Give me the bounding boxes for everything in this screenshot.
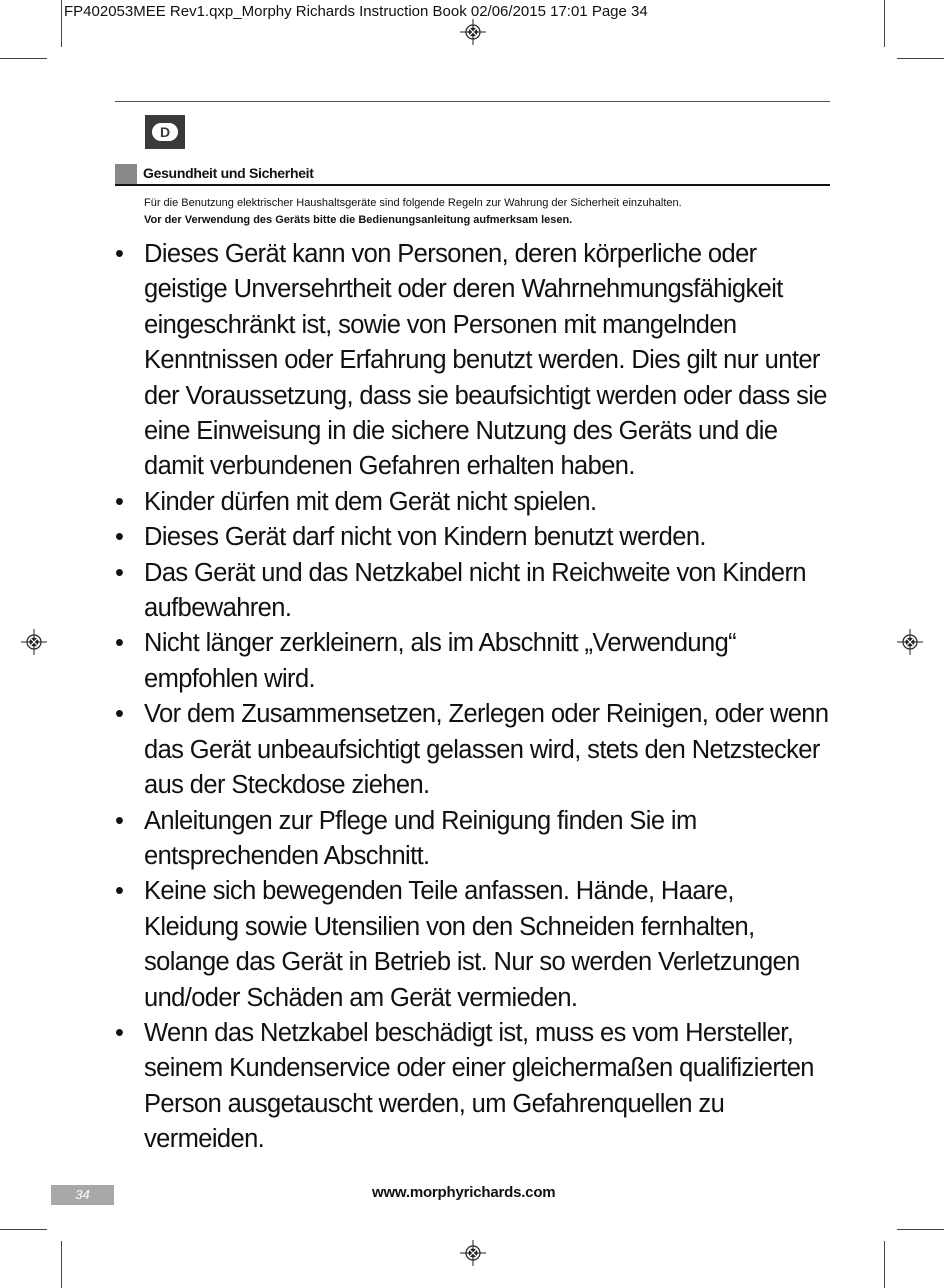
list-item bbox=[115, 237, 830, 485]
bullet: • bbox=[115, 629, 124, 658]
bullet: • bbox=[115, 806, 124, 835]
crop-mark-top-left-vertical bbox=[61, 0, 62, 47]
list-item-text: Dieses Gerät kann von Personen, deren körperliche oder geistige Unversehrtheit oder deren Wahrnehmungsfähigkeit eingeschränkt ist, sowie von Personen mit mangelnden Kenntnissen oder Erfahrung benutzt werden. Dies gilt nur unter der Voraussetzung, dass sie beaufsichtigt werden oder dass sie eine Einweisung in die sichere Nutzung des Geräts und die damit verbundenen Gefahren erhalten haben. bbox=[144, 240, 827, 481]
bullet: • bbox=[115, 877, 124, 906]
bullet: • bbox=[115, 1018, 124, 1047]
list-item-text: Kinder dürfen mit dem Gerät nicht spielen. bbox=[144, 487, 597, 516]
list-item bbox=[115, 485, 830, 520]
bullet: • bbox=[115, 558, 124, 587]
list-item-text: Anleitungen zur Pflege und Reinigung finden Sie im entsprechenden Abschnitt. bbox=[144, 806, 697, 870]
crop-mark-bottom-right-horizontal bbox=[897, 1229, 944, 1230]
list-item bbox=[115, 556, 830, 627]
file-slug: FP402053MEE Rev1.qxp_Morphy Richards Instruction Book 02/06/2015 17:01 Page 34 bbox=[64, 3, 648, 20]
list-item bbox=[115, 1016, 830, 1158]
intro-text bbox=[144, 195, 682, 229]
section-header-bar bbox=[115, 164, 137, 184]
bullet: • bbox=[115, 523, 124, 552]
registration-mark-left-icon bbox=[21, 629, 47, 655]
bullet: • bbox=[115, 240, 124, 268]
crop-mark-top-left-horizontal bbox=[0, 58, 47, 59]
crop-mark-bottom-left-vertical bbox=[61, 1241, 62, 1288]
section-underline bbox=[115, 184, 830, 186]
bullet: • bbox=[115, 700, 124, 729]
top-rule bbox=[115, 101, 830, 102]
list-item bbox=[115, 697, 830, 803]
list-item bbox=[115, 520, 830, 555]
bullet: • bbox=[115, 487, 124, 516]
language-badge bbox=[145, 115, 185, 149]
section-title: Gesundheit und Sicherheit bbox=[143, 165, 314, 181]
list-item-text: Das Gerät und das Netzkabel nicht in Reichweite von Kindern aufbewahren. bbox=[144, 558, 806, 623]
section-header bbox=[115, 164, 830, 186]
crop-mark-top-right-horizontal bbox=[897, 58, 944, 59]
registration-mark-right-icon bbox=[897, 629, 923, 655]
list-item bbox=[115, 804, 830, 875]
page-number: 34 bbox=[51, 1185, 114, 1205]
language-badge-label: D bbox=[152, 123, 178, 141]
list-item-text: Nicht länger zerkleinern, als im Abschnitt „Verwendung“ empfohlen wird. bbox=[144, 629, 737, 693]
intro-line-2: Vor der Verwendung des Geräts bitte die Bedienungsanleitung aufmerksam lesen. bbox=[144, 214, 573, 226]
registration-mark-top-icon bbox=[460, 19, 486, 45]
list-item-text: Wenn das Netzkabel beschädigt ist, muss es vom Hersteller, seinem Kundenservice oder einer gleichermaßen qualifizierten Person ausgetauscht werden, um Gefahrenquellen zu vermeiden. bbox=[144, 1018, 814, 1154]
intro-line-1: Für die Benutzung elektrischer Haushaltsgeräte sind folgende Regeln zur Wahrung der Sicherheit einzuhalten. bbox=[144, 197, 682, 209]
list-item bbox=[115, 626, 830, 697]
list-item-text: Dieses Gerät darf nicht von Kindern benutzt werden. bbox=[144, 523, 706, 552]
safety-list bbox=[115, 237, 830, 1158]
crop-mark-bottom-right-vertical bbox=[884, 1241, 885, 1288]
list-item-text: Vor dem Zusammensetzen, Zerlegen oder Reinigen, oder wenn das Gerät unbeaufsichtigt gelassen wird, stets den Netzstecker aus der Steckdose ziehen. bbox=[144, 700, 829, 800]
list-item bbox=[115, 874, 830, 1016]
footer-url: www.morphyrichards.com bbox=[372, 1184, 556, 1201]
crop-mark-bottom-left-horizontal bbox=[0, 1229, 47, 1230]
crop-mark-top-right-vertical bbox=[884, 0, 885, 47]
registration-mark-bottom-icon bbox=[460, 1240, 486, 1266]
list-item-text: Keine sich bewegenden Teile anfassen. Hände, Haare, Kleidung sowie Utensilien von den Schneiden fernhalten, solange das Gerät in Betrieb ist. Nur so werden Verletzungen und/oder Schäden am Gerät vermieden. bbox=[144, 877, 800, 1012]
